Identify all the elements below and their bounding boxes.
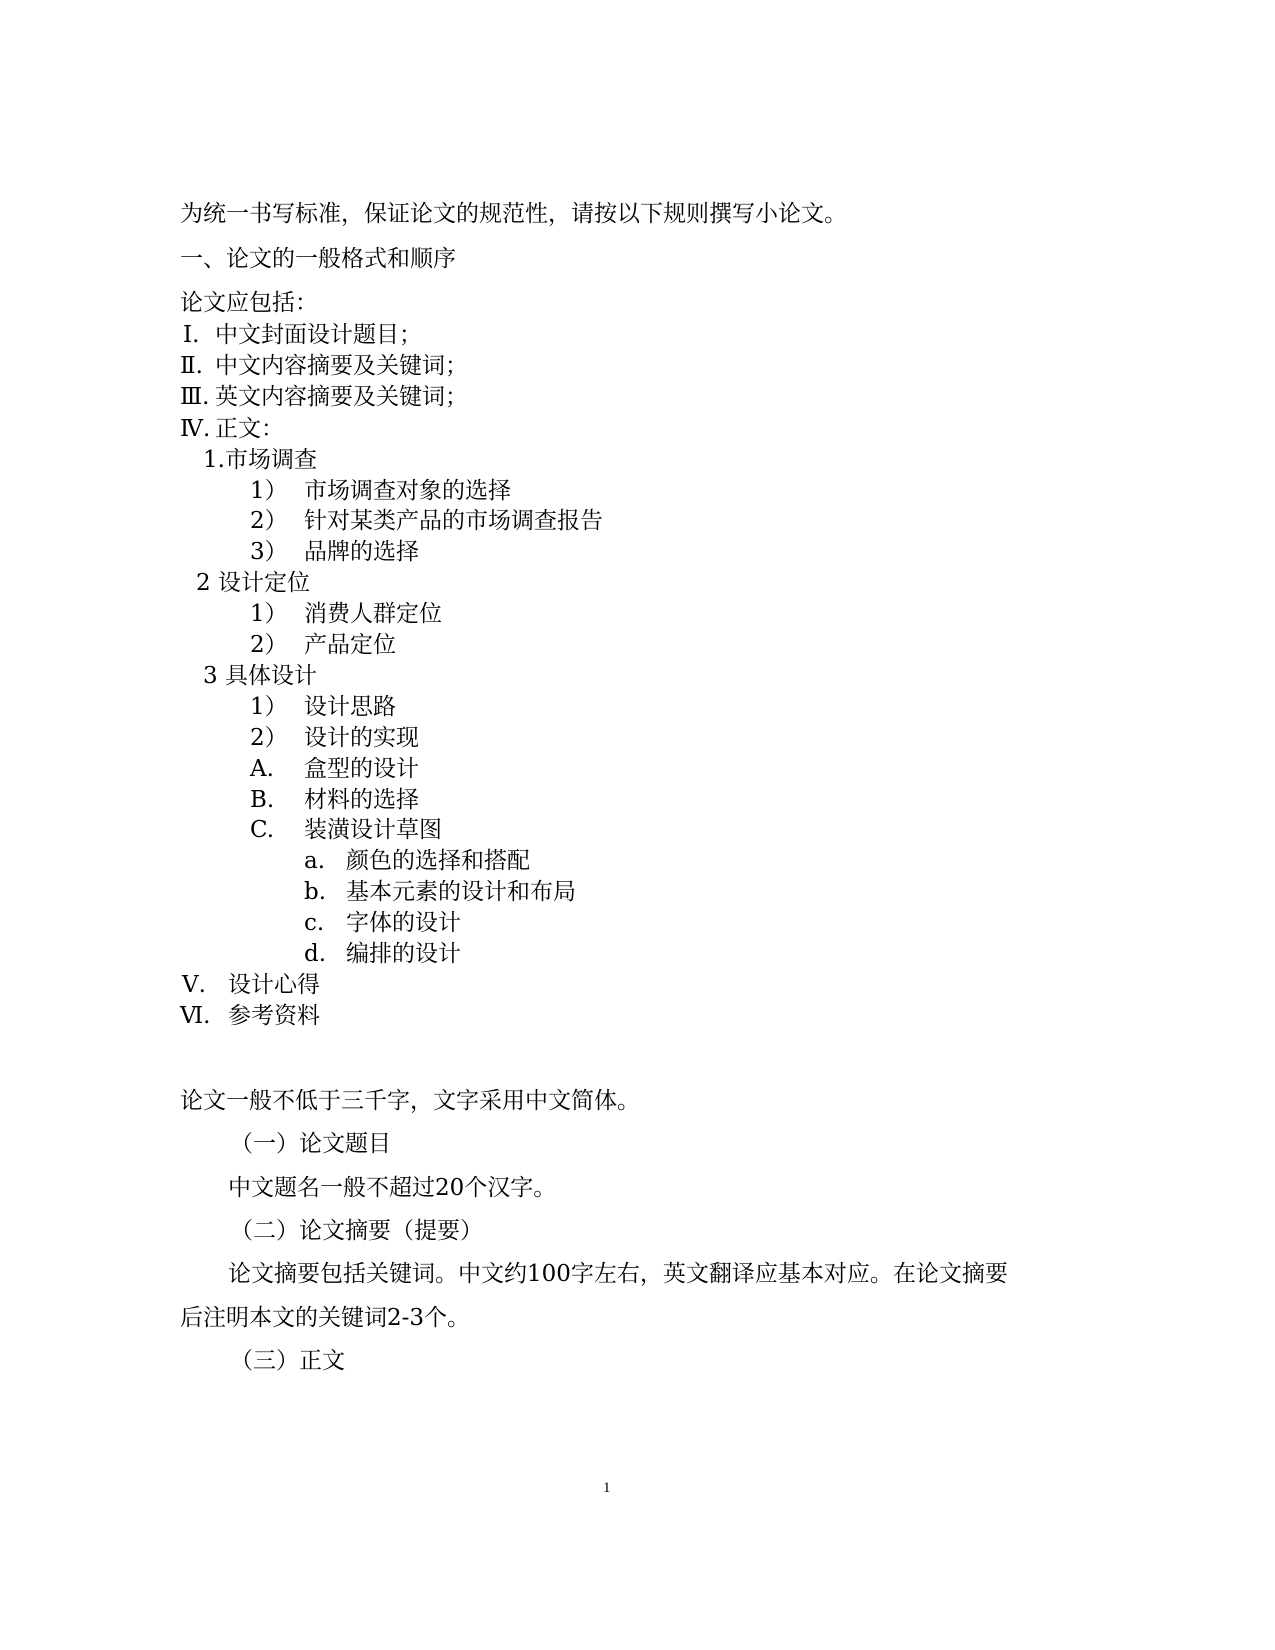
- part-number: Ⅳ.: [180, 416, 211, 442]
- sub-item-text: 装潢设计草图: [304, 817, 442, 843]
- part-text: 参考资料: [228, 1003, 320, 1029]
- subsection-body: 后注明本文的关键词2-3个。: [180, 1305, 471, 1331]
- sub-item-number: 1）: [250, 694, 288, 720]
- sub-item-letter: C.: [250, 817, 275, 843]
- sub-item-letter: A.: [250, 756, 274, 782]
- part-text: 中文内容摘要及关键词；: [215, 353, 468, 379]
- intro-paragraph: 为统一书写标准，保证论文的规范性，请按以下规则撰写小论文。: [180, 201, 847, 227]
- sub-sub-item-text: 基本元素的设计和布局: [346, 879, 576, 905]
- main-section-label: 1.市场调查: [203, 447, 317, 473]
- sub-item-number: 1）: [250, 601, 288, 627]
- sub-item-text: 产品定位: [304, 632, 396, 658]
- part-number: Ⅰ.: [183, 322, 200, 348]
- section-heading: 一、论文的一般格式和顺序: [180, 246, 456, 272]
- sub-sub-item-text: 颜色的选择和搭配: [346, 848, 530, 874]
- sub-item-text: 设计的实现: [304, 725, 419, 751]
- sub-sub-item-text: 编排的设计: [346, 941, 461, 967]
- part-number: Ⅵ.: [180, 1003, 211, 1029]
- part-text: 正文：: [215, 416, 284, 442]
- sub-sub-item-letter: c.: [304, 910, 325, 936]
- main-section-label: 3 具体设计: [203, 663, 317, 689]
- part-text: 中文封面设计题目；: [215, 322, 422, 348]
- sub-sub-item-letter: b.: [304, 879, 327, 905]
- subsection-body: 中文题名一般不超过20个汉字。: [228, 1175, 557, 1201]
- subsection-heading: （二）论文摘要（提要）: [230, 1218, 483, 1244]
- sub-item-number: 2）: [250, 508, 288, 534]
- part-text: 英文内容摘要及关键词；: [215, 384, 468, 410]
- contents-label: 论文应包括：: [180, 290, 318, 316]
- sub-sub-item-letter: a.: [304, 848, 326, 874]
- sub-item-letter: B.: [250, 787, 275, 813]
- subsection-heading: （一）论文题目: [230, 1131, 391, 1157]
- sub-item-number: 1）: [250, 478, 288, 504]
- sub-item-text: 设计思路: [304, 694, 396, 720]
- main-section-label: 2 设计定位: [196, 570, 310, 596]
- page-number: 1: [603, 1480, 611, 1496]
- sub-item-text: 针对某类产品的市场调查报告: [304, 508, 603, 534]
- length-note: 论文一般不低于三千字，文字采用中文简体。: [180, 1088, 640, 1114]
- part-text: 设计心得: [228, 972, 320, 998]
- sub-item-text: 消费人群定位: [304, 601, 442, 627]
- subsection-body: 论文摘要包括关键词。中文约100字左右，英文翻译应基本对应。在论文摘要: [228, 1261, 1008, 1287]
- sub-item-number: 2）: [250, 632, 288, 658]
- sub-sub-item-letter: d.: [304, 941, 327, 967]
- sub-item-number: 2）: [250, 725, 288, 751]
- sub-item-text: 盒型的设计: [304, 756, 419, 782]
- sub-sub-item-text: 字体的设计: [346, 910, 461, 936]
- sub-item-text: 市场调查对象的选择: [304, 478, 511, 504]
- sub-item-text: 品牌的选择: [304, 539, 419, 565]
- part-number: Ⅴ.: [182, 972, 206, 998]
- part-number: Ⅱ.: [180, 353, 203, 379]
- sub-item-text: 材料的选择: [304, 787, 419, 813]
- subsection-heading: （三）正文: [230, 1348, 345, 1374]
- sub-item-number: 3）: [250, 539, 288, 565]
- part-number: Ⅲ.: [180, 384, 210, 410]
